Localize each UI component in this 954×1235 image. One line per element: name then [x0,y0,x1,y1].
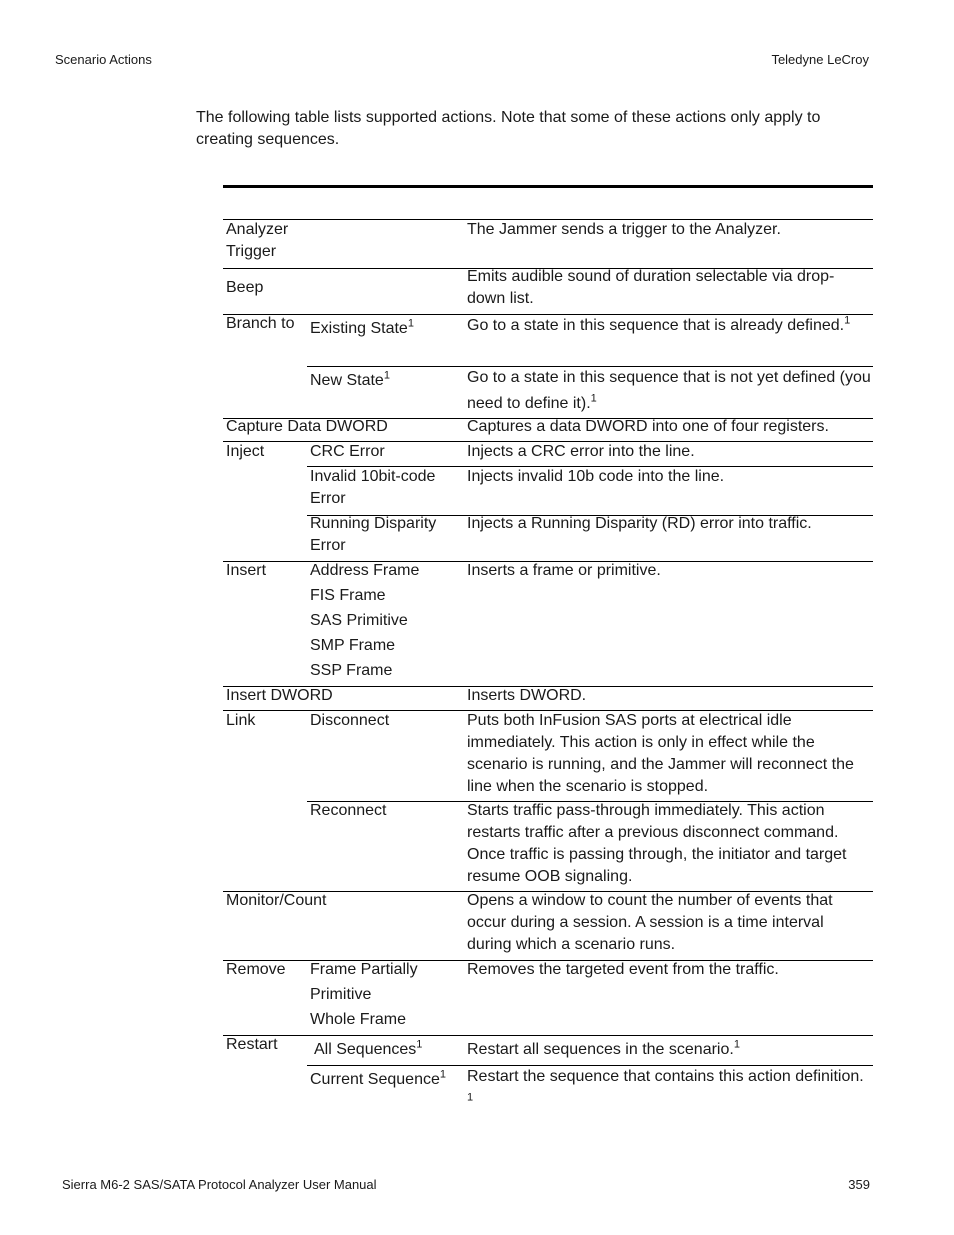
sub-sas-primitive: SAS Primitive [310,612,408,629]
sub-crc-error: CRC Error [310,443,385,460]
desc-insert: Inserts a frame or primitive. [467,562,661,579]
running-header-title: Scenario Actions [55,52,152,67]
sub-disconnect: Disconnect [310,712,390,729]
sub-fis-frame: FIS Frame [310,587,386,604]
action-beep: Beep [226,279,264,296]
sub-smp-frame: SMP Frame [310,637,396,654]
row-divider [223,1035,873,1036]
desc-reconnect: Starts traffic pass-through immediately. This action restarts traffic after a previous disconnect command. Once traffic is passing through, the initiator and target resume OOB signaling. [467,802,847,885]
sub-new-state: New State$^1$ [310,369,390,389]
desc-running-disparity-error: Injects a Running Disparity (RD) error into traffic. [467,515,812,532]
sub-existing-state: Existing State$^1$ [310,317,414,337]
desc-crc-error: Injects a CRC error into the line. [467,443,695,460]
desc-new-state: Go to a state in this sequence that is not yet defined (you need to define it).$^1$ [467,369,871,412]
sub-invalid-10bit-code-error: Invalid 10bit-code Error [310,468,436,507]
action-insert: Insert [226,562,267,579]
sub-primitive: Primitive [310,986,372,1003]
desc-beep: Emits audible sound of duration selectable via drop-down list. [467,268,835,307]
action-remove: Remove [226,961,286,978]
action-capture-data-dword: Capture Data DWORD [226,418,388,435]
desc-capture-data-dword: Captures a data DWORD into one of four registers. [467,418,829,435]
sub-reconnect: Reconnect [310,802,387,819]
desc-analyzer-trigger: The Jammer sends a trigger to the Analyzer. [467,221,781,238]
intro-paragraph: The following table lists supported actions. Note that some of these actions only apply to creating sequences. [196,109,821,148]
desc-remove: Removes the targeted event from the traffic. [467,961,779,978]
sub-frame-partially: Frame Partially [310,961,418,978]
desc-current-sequence: Restart the sequence that contains this action definition. $^1$ [467,1068,864,1104]
desc-insert-dword: Inserts DWORD. [467,687,587,704]
action-insert-dword: Insert DWORD [226,687,333,704]
sub-all-sequences: All Sequences$^1$ [314,1038,423,1058]
desc-all-sequences: Restart all sequences in the scenario.$^1$ [467,1038,740,1058]
action-link: Link [226,712,256,729]
sub-whole-frame: Whole Frame [310,1011,407,1028]
sub-running-disparity-error: Running Disparity Error [310,515,437,554]
action-monitor-count: Monitor/Count [226,892,327,909]
action-branch-to: Branch to [226,315,295,332]
desc-disconnect: Puts both InFusion SAS ports at electrical idle immediately. This action is only in effect while the scenario is running, and the Jammer will reconnect the line when the scenario is stopped. [467,712,854,795]
page-number: 359 [848,1177,870,1192]
sub-current-sequence: Current Sequence$^1$ [310,1068,446,1088]
sub-address-frame: Address Frame [310,562,420,579]
running-header-company: Teledyne LeCroy [771,52,869,67]
sub-ssp-frame: SSP Frame [310,662,393,679]
desc-monitor-count: Opens a window to count the number of events that occur during a session. A session is a time interval during which a scenario runs. [467,892,833,953]
desc-invalid-10bit-code-error: Injects invalid 10b code into the line. [467,468,725,485]
action-inject: Inject [226,443,265,460]
action-restart: Restart [226,1036,278,1053]
footer-manual-title: Sierra M6-2 SAS/SATA Protocol Analyzer User Manual [62,1177,377,1192]
desc-existing-state: Go to a state in this sequence that is already defined.$^1$ [467,314,851,334]
action-analyzer-trigger: Analyzer Trigger [226,221,289,260]
table-top-rule [223,185,873,188]
